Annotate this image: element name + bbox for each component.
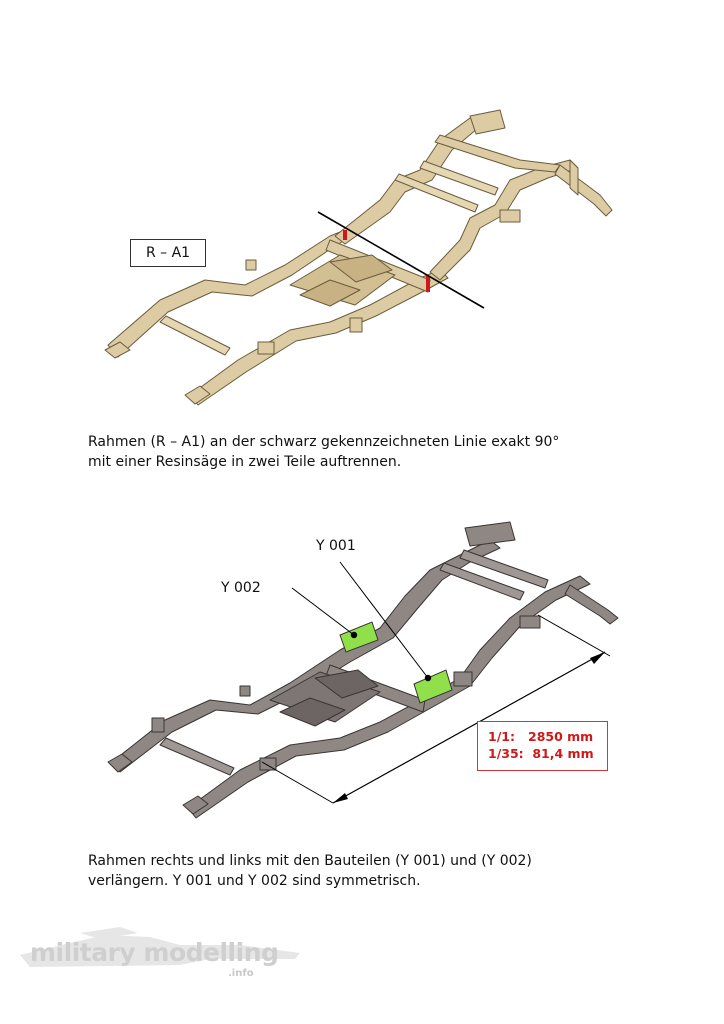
callout-y002: Y 002 — [221, 580, 261, 596]
watermark-sub: .info — [228, 968, 254, 979]
caption-2-line-1: Rahmen rechts und links mit den Bauteilen (Y 001) und (Y 002) — [88, 853, 532, 869]
caption-2 — [88, 851, 648, 891]
watermark-text: military modelling — [30, 938, 279, 967]
dimension-1to35: 1/35: 81,4 mm — [488, 746, 594, 761]
dimension-arrow-right — [590, 652, 605, 664]
dimension-1to1: 1/1: 2850 mm — [488, 729, 594, 744]
chassis-frame-diagram-bottom — [0, 500, 724, 820]
part-label-r-a1: R – A1 — [130, 239, 206, 267]
dimension-box — [477, 721, 608, 771]
chassis-frame-diagram-top — [0, 0, 724, 420]
callout-leader-y002 — [292, 588, 354, 635]
dimension-extension-left — [262, 762, 333, 803]
dimension-extension-right — [538, 615, 610, 656]
dimension-arrow-left — [333, 793, 348, 803]
caption-1-line-2: mit einer Resinsäge in zwei Teile auftrennen. — [88, 454, 402, 470]
callout-dot-y001 — [425, 675, 431, 681]
callout-dot-y002 — [351, 632, 357, 638]
caption-1 — [88, 432, 648, 472]
callout-y001: Y 001 — [316, 538, 356, 554]
caption-2-line-2: verlängern. Y 001 und Y 002 sind symmetrisch. — [88, 873, 421, 889]
caption-1-line-1: Rahmen (R – A1) an der schwarz gekennzeichneten Linie exakt 90° — [88, 434, 560, 450]
